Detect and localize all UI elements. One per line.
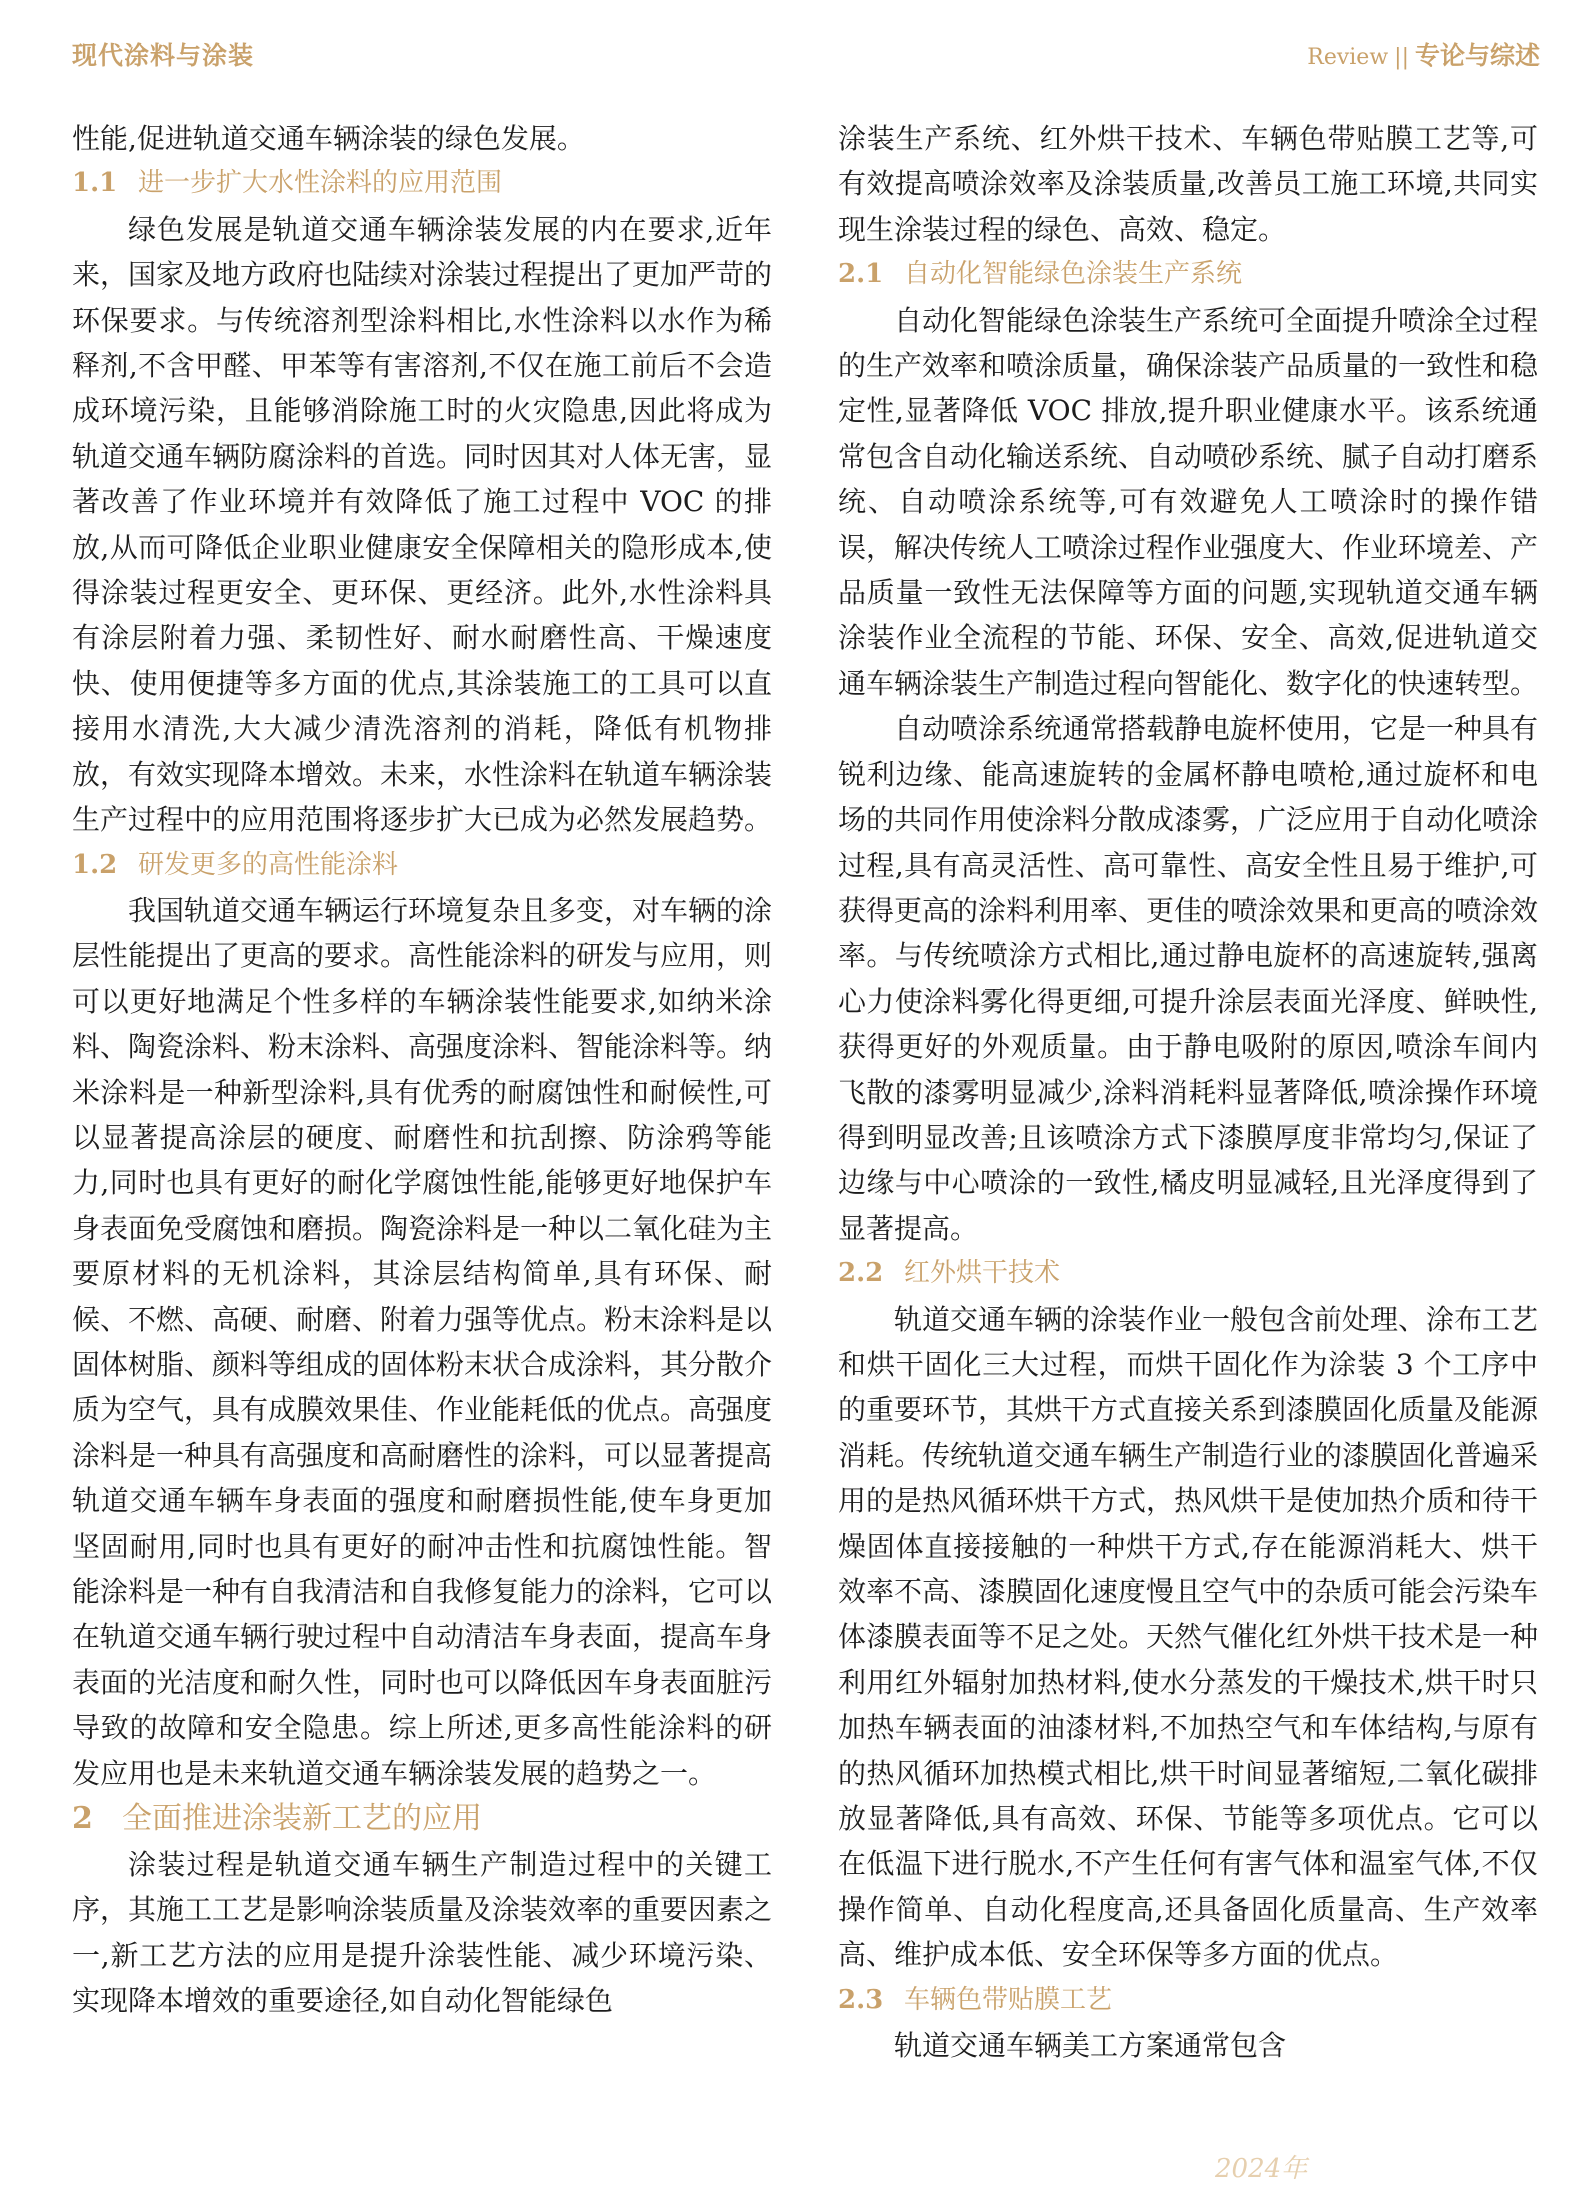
heading-title: 研发更多的高性能涂料 [138, 849, 399, 880]
paragraph-continued: 性能,促进轨道交通车辆涂装的绿色发展。 [72, 122, 585, 155]
paragraph: 涂装过程是轨道交通车辆生产制造过程中的关键工序，其施工工艺是影响涂装质量及涂装效率的重要因素之一,新工艺方法的应用是提升涂装性能、减少环境污染、实现降本增效的重要途径,如自动化智能绿色 [72, 1848, 773, 2018]
journal-name: 现代涂料与涂装 [72, 41, 255, 70]
footer-watermark: 2024年 [1215, 2154, 1308, 2184]
heading-title: 自动化智能绿色涂装生产系统 [904, 259, 1243, 290]
heading-number: 2 [72, 1801, 93, 1837]
paragraph: 轨道交通车辆的涂装作业一般包含前处理、涂布工艺和烘干固化三大过程，而烘干固化作为涂装 3 个工序中的重要环节，其烘干方式直接关系到漆膜固化质量及能源消耗。传统轨道交通车辆生产制造行业的漆膜固化普遍采用的是热风循环烘干方式，热风烘干是使加热介质和待干燥固体直接接触的一种烘干方式,存在能源消耗大、烘干效率不高、漆膜固化速度慢且空气中的杂质可能会污染车体漆膜表面等不足之处。天然气催化红外烘干技术是一种利用红外辐射加热材料,使水分蒸发的干燥技术,烘干时只加热车辆表面的油漆材料,不加热空气和车体结构,与原有的热风循环加热模式相比,烘干时间显著缩短,二氧化碳排放显著降低,具有高效、环保、节能等多项优点。它可以在低温下进行脱水,不产生任何有害气体和温室气体,不仅操作简单、自动化程度高,还具备固化质量高、生产效率高、维护成本低、安全环保等多方面的优点。 [838, 1302, 1539, 1972]
section-heading-2-1 [838, 252, 1538, 297]
section-tag [1307, 36, 1540, 72]
section-heading-2 [72, 1796, 772, 1842]
heading-number: 2.3 [838, 1984, 884, 2015]
heading-number: 1.2 [72, 849, 118, 880]
section-heading-2-2 [838, 1251, 1538, 1296]
section-heading-1-2 [72, 843, 772, 888]
right-column [838, 116, 1538, 2068]
paragraph: 轨道交通车辆美工方案通常包含 [894, 2029, 1287, 2063]
heading-title: 全面推进涂装新工艺的应用 [122, 1801, 482, 1837]
section-label: 专论与综述 [1414, 41, 1540, 70]
heading-title: 车辆色带贴膜工艺 [904, 1984, 1113, 2015]
paragraph: 绿色发展是轨道交通车辆涂装发展的内在要求,近年来，国家及地方政府也陆续对涂装过程提出了更加严苛的环保要求。与传统溶剂型涂料相比,水性涂料以水作为稀释剂,不含甲醛、甲苯等有害溶剂,不仅在施工前后不会造成环境污染，且能够消除施工时的火灾隐患,因此将成为轨道交通车辆防腐涂料的首选。同时因其对人体无害，显著改善了作业环境并有效降低了施工过程中 VOC 的排放,从而可降低企业职业健康安全保障相关的隐形成本,使得涂装过程更安全、更环保、更经济。此外,水性涂料具有涂层附着力强、柔韧性好、耐水耐磨性高、干燥速度快、使用便捷等多方面的优点,其涂装施工的工具可以直接用水清洗,大大减少清洗溶剂的消耗，降低有机物排放，有效实现降本增效。未来，水性涂料在轨道车辆涂装生产过程中的应用范围将逐步扩大已成为必然发展趋势。 [72, 212, 773, 837]
paragraph: 自动化智能绿色涂装生产系统可全面提升喷涂全过程的生产效率和喷涂质量，确保涂装产品质量的一致性和稳定性,显著降低 VOC 排放,提升职业健康水平。该系统通常包含自动化输送系统、自动喷砂系统、腻子自动打磨系统、自动喷涂系统等,可有效避免人工喷涂时的操作错误，解决传统人工喷涂过程作业强度大、作业环境差、产品质量一致性无法保障等方面的问题,实现轨道交通车辆涂装作业全流程的节能、环保、安全、高效,促进轨道交通车辆涂装生产制造过程向智能化、数字化的快速转型。 [838, 303, 1539, 700]
left-column [72, 116, 772, 2024]
page-header [72, 28, 1540, 80]
review-label: Review [1307, 45, 1389, 70]
heading-title: 进一步扩大水性涂料的应用范围 [138, 168, 503, 199]
heading-title: 红外烘干技术 [904, 1258, 1061, 1289]
heading-number: 1.1 [72, 168, 118, 199]
heading-number: 2.1 [838, 259, 884, 290]
section-separator: || [1394, 45, 1409, 70]
heading-number: 2.2 [838, 1258, 884, 1289]
paragraph-continued: 涂装生产系统、红外烘干技术、车辆色带贴膜工艺等,可有效提高喷涂效率及涂装质量,改善员工施工环境,共同实现生涂装过程的绿色、高效、稳定。 [838, 122, 1538, 246]
paragraph: 我国轨道交通车辆运行环境复杂且多变，对车辆的涂层性能提出了更高的要求。高性能涂料的研发与应用，则可以更好地满足个性多样的车辆涂装性能要求,如纳米涂料、陶瓷涂料、粉末涂料、高强度涂料、智能涂料等。纳米涂料是一种新型涂料,具有优秀的耐腐蚀性和耐候性,可以显著提高涂层的硬度、耐磨性和抗刮擦、防涂鸦等能力,同时也具有更好的耐化学腐蚀性能,能够更好地保护车身表面免受腐蚀和磨损。陶瓷涂料是一种以二氧化硅为主要原材料的无机涂料，其涂层结构简单,具有环保、耐候、不燃、高硬、耐磨、附着力强等优点。粉末涂料是以固体树脂、颜料等组成的固体粉末状合成涂料，其分散介质为空气，具有成膜效果佳、作业能耗低的优点。高强度涂料是一种具有高强度和高耐磨性的涂料，可以显著提高轨道交通车辆车身表面的强度和耐磨损性能,使车身更加坚固耐用,同时也具有更好的耐冲击性和抗腐蚀性能。智能涂料是一种有自我清洁和自我修复能力的涂料，它可以在轨道交通车辆行驶过程中自动清洁车身表面，提高车身表面的光洁度和耐久性，同时也可以降低因车身表面脏污导致的故障和安全隐患。综上所述,更多高性能涂料的研发应用也是未来轨道交通车辆涂装发展的趋势之一。 [72, 893, 773, 1790]
section-heading-1-1 [72, 161, 772, 206]
paragraph: 自动喷涂系统通常搭载静电旋杯使用，它是一种具有锐利边缘、能高速旋转的金属杯静电喷枪,通过旋杯和电场的共同作用使涂料分散成漆雾，广泛应用于自动化喷涂过程,具有高灵活性、高可靠性、高安全性且易于维护,可获得更高的涂料利用率、更佳的喷涂效果和更高的喷涂效率。与传统喷涂方式相比,通过静电旋杯的高速旋转,强离心力使涂料雾化得更细,可提升涂层表面光泽度、鲜映性,获得更好的外观质量。由于静电吸附的原因,喷涂车间内飞散的漆雾明显减少,涂料消耗料显著降低,喷涂操作环境得到明显改善;且该喷涂方式下漆膜厚度非常均匀,保证了边缘与中心喷涂的一致性,橘皮明显减轻,且光泽度得到了显著提高。 [838, 712, 1539, 1245]
section-heading-2-3 [838, 1978, 1538, 2023]
